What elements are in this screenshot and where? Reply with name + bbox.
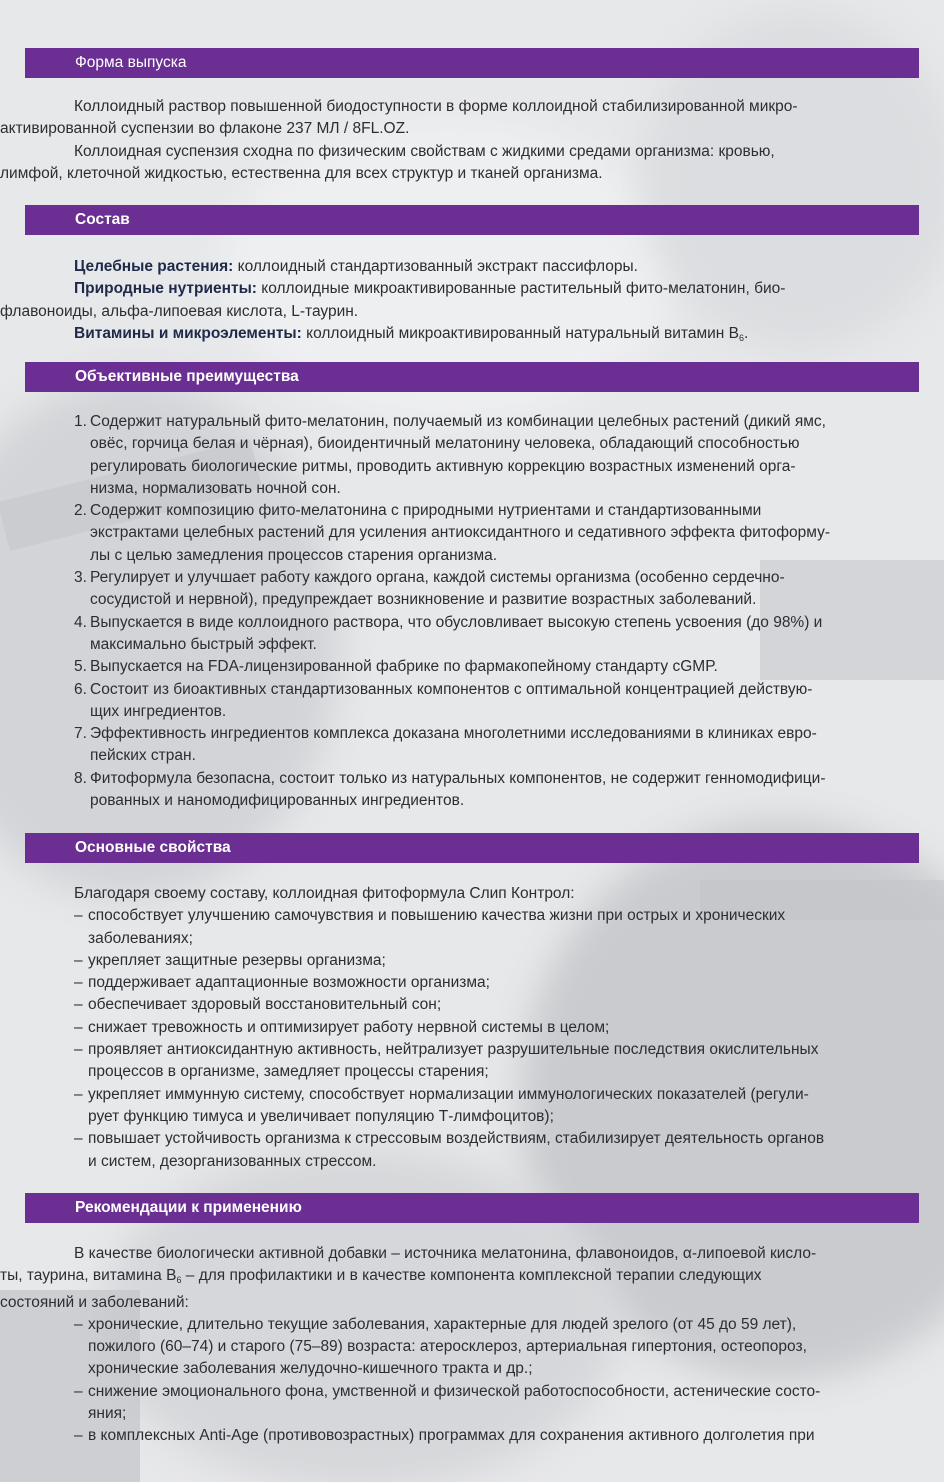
- composition-herbs: Целебные растения: коллоидный стандартизованный экстракт пассифлоры.: [74, 258, 638, 275]
- list-item: 7. Эффективность ингредиентов комплекса доказана многолетними исследованиями в клиниках евро- пейских стран.: [74, 725, 817, 765]
- list-item: – повышает устойчивость организма к стрессовым воздействиям, стабилизирует деятельность органов и систем, дезорганизованных стрессом.: [74, 1130, 825, 1170]
- list-item: – обеспечивает здоровый восстановительный сон;: [74, 996, 442, 1014]
- list-item: 4. Выпускается в виде коллоидного раствора, что обусловливает высокую степень усвоения (до 98%) и максимально быстрый эффект.: [74, 613, 823, 653]
- recommendations-intro: В качестве биологически активной добавки – источника мелатонина, флавоноидов, α-липоевой кисло-: [74, 1245, 817, 1262]
- list-item: 8. Фитоформула безопасна, состоит только из натуральных компонентов, не содержит генномодифици- рованных и наномодифицированных ингредиентов.: [74, 769, 826, 810]
- paragraph-line: лимфой, клеточной жидкостью, естественна для всех структур и тканей организма.: [0, 164, 603, 182]
- section-header-properties: [25, 833, 919, 863]
- properties-intro: Благодаря своему составу, коллоидная фитоформула Слип Контрол:: [74, 885, 575, 902]
- composition-nutrients-cont: флавоноиды, альфа-липоевая кислота, L-таурин.: [0, 302, 359, 320]
- recommendations-list: [0, 1243, 920, 1448]
- section-header-recommendations: [25, 1193, 919, 1223]
- composition-vitamins: Витамины и микроэлементы: коллоидный микроактивированный натуральный витамин $B_6$.: [74, 324, 749, 343]
- release-form-text: [0, 96, 920, 185]
- list-item: 3. Регулирует и улучшает работу каждого органа, каждой системы организма (особенно сердечно- сосудистой и нервной), предупреждает возникновение и развитие возрастных заболеваний.: [74, 569, 785, 609]
- list-item: – хронические, длительно текущие заболевания, характерные для людей зрелого (от 45 до 59 лет), пожилого (60–74) и старого (75–89) возраста: атеросклероз, артериальная гипертония, остеопороз, хронические заболевания желудочно-кишечного тракта и др.;: [74, 1315, 807, 1378]
- list-item: – в комплексных Anti-Age (противовозрастных) программах для сохранения активного долголетия при: [74, 1427, 815, 1445]
- section-title: Рекомендации к применению: [75, 1199, 302, 1216]
- section-header-composition: [25, 205, 919, 235]
- list-item: – проявляет антиоксидантную активность, нейтрализует разрушительные последствия окислительных процессов в организме, замедляет процессы старения;: [74, 1041, 819, 1081]
- paragraph-line: Коллоидный раствор повышенной биодоступности в форме коллоидной стабилизированной микро-: [74, 98, 798, 115]
- list-item: 2. Содержит композицию фито-мелатонина с природными нутриентами и стандартизованными экстрактами целебных растений для усиления антиоксидантного и седативного эффекта фитоформу- лы с целью замедления процессов старения организма.: [74, 502, 831, 564]
- list-item: – снижение эмоционального фона, умственной и физической работоспособности, астенические состо- яния;: [74, 1382, 821, 1423]
- advantages-list: [74, 411, 920, 812]
- paragraph-line: Коллоидная суспензия сходна по физическим свойствам с жидкими средами организма: кровью,: [74, 142, 775, 160]
- list-item: – способствует улучшению самочувствия и повышению качества жизни при острых и хронических заболеваниях;: [74, 907, 786, 947]
- section-header-advantages: [25, 362, 919, 392]
- list-item: 1. Содержит натуральный фито-мелатонин, получаемый из комбинации целебных растений (дикий ямс, овёс, горчица белая и чёрная), биоидентичный мелатонину человека, обладающий способностью регулировать биологические ритмы, проводить активную коррекцию возрастных изменений орга- низма, нормализовать ночной сон.: [74, 413, 826, 497]
- section-title: Форма выпуска: [75, 54, 187, 71]
- composition-text: [0, 256, 920, 349]
- list-item: 5. Выпускается на FDA-лицензированной фабрике по фармакопейному стандарту cGMP.: [74, 658, 718, 676]
- recommendations-intro: состояний и заболеваний:: [0, 1293, 189, 1311]
- list-item: – поддерживает адаптационные возможности организма;: [74, 974, 490, 992]
- composition-nutrients: Природные нутриенты: коллоидные микроактивированные растительный фито-мелатонин, био-: [74, 280, 786, 298]
- recommendations-intro: ты, таурина, витамина $B_6$ – для профилактики и в качестве компонента комплексной терапии следующих: [0, 1267, 762, 1286]
- section-header-release-form: [25, 48, 919, 78]
- section-title: Состав: [75, 211, 130, 228]
- list-item: – укрепляет иммунную систему, способствует нормализации иммунологических показателей (регули- рует функцию тимуса и увеличивает популяцию Т-лимфоцитов);: [74, 1085, 809, 1125]
- paragraph-line: активированной суспензии во флаконе 237 МЛ / 8FL.OZ.: [0, 120, 410, 138]
- list-item: 6. Состоит из биоактивных стандартизованных компонентов с оптимальной концентрацией действую- щих ингредиентов.: [74, 680, 813, 720]
- properties-list: [74, 883, 920, 1173]
- section-title: Основные свойства: [75, 839, 231, 856]
- list-item: – укрепляет защитные резервы организма;: [74, 951, 386, 969]
- section-title: Объективные преимущества: [75, 368, 299, 385]
- list-item: – снижает тревожность и оптимизирует работу нервной системы в целом;: [74, 1018, 610, 1036]
